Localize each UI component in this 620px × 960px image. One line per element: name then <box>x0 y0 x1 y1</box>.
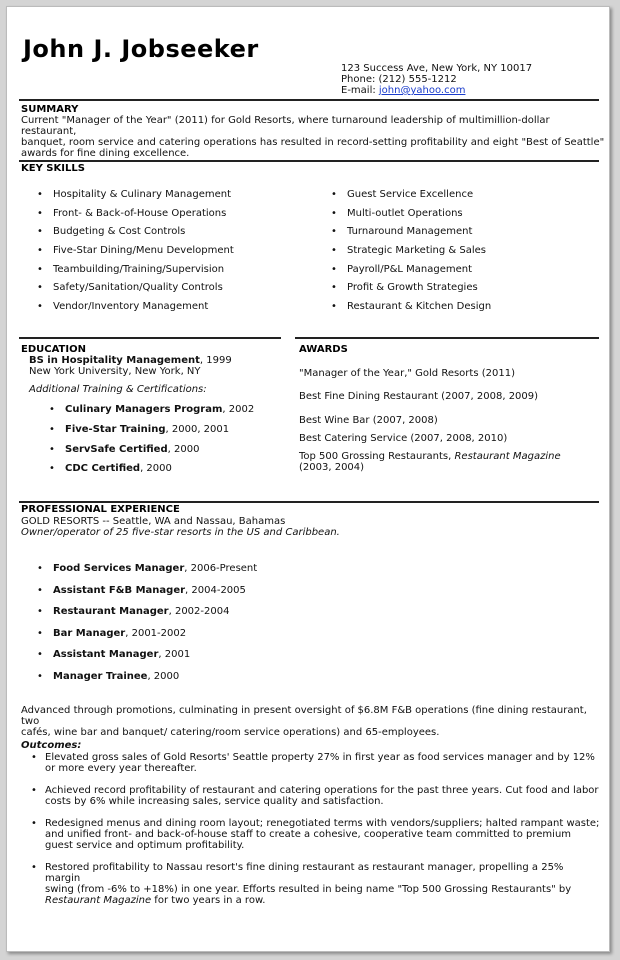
skills-left-list <box>37 189 317 320</box>
summary-line: awards for fine dining excellence. <box>21 148 190 159</box>
skill-item: • Restaurant & Kitchen Design <box>331 301 601 320</box>
skill-item: • Hospitality & Culinary Management <box>37 189 317 208</box>
skill-item: • Safety/Sanitation/Quality Controls <box>37 282 317 301</box>
outcomes-list <box>29 752 601 917</box>
summary-text <box>21 115 606 159</box>
outcome-item: • Achieved record profitability of restaurant and catering operations for the past three years. Cut food and labor costs by 6% while increasing sales, service quality and satisfaction. <box>29 785 601 807</box>
experience-title: PROFESSIONAL EXPERIENCE <box>21 504 180 515</box>
position-item: • Assistant F&B Manager, 2004-2005 <box>37 585 337 607</box>
outcome-item: • Elevated gross sales of Gold Resorts' Seattle property 27% in first year as food services manager and by 12% or more every year thereafter. <box>29 752 601 774</box>
skill-item: • Guest Service Excellence <box>331 189 601 208</box>
degree-name: BS in Hospitality Management <box>29 355 200 366</box>
candidate-name: John J. Jobseeker <box>23 35 259 63</box>
contact-block <box>341 63 532 96</box>
experience-divider <box>19 501 599 503</box>
skill-item: • Multi-outlet Operations <box>331 208 601 227</box>
degree-year: , 1999 <box>199 355 232 366</box>
position-item: • Assistant Manager, 2001 <box>37 649 337 671</box>
email-line <box>341 85 532 96</box>
company: GOLD RESORTS -- Seattle, WA and Nassau, Bahamas <box>21 516 286 527</box>
training-item: • CDC Certified, 2000 <box>49 463 279 483</box>
award-item: Best Wine Bar (2007, 2008) <box>299 415 438 426</box>
skills-right-list <box>331 189 601 320</box>
summary-line: banquet, room service and catering operations has resulted in record-setting profitability and eight "Best of Seattle" <box>21 137 605 148</box>
skill-item: • Turnaround Management <box>331 226 601 245</box>
advancement-text: Advanced through promotions, culminating in present oversight of $6.8M F&B operations (fine dining restaurant, two cafés, wine bar and banquet/ catering/room service operations) and 65-employees. <box>21 705 587 738</box>
skill-item: • Five-Star Dining/Menu Development <box>37 245 317 264</box>
summary-title: SUMMARY <box>21 104 79 115</box>
training-item: • Culinary Managers Program, 2002 <box>49 404 279 424</box>
skills-divider <box>19 160 599 162</box>
awards-title: AWARDS <box>299 344 348 355</box>
position-item: • Manager Trainee, 2000 <box>37 671 337 693</box>
education-divider <box>19 337 281 339</box>
award-item: Best Fine Dining Restaurant (2007, 2008, 2009) <box>299 391 539 402</box>
award-item: "Manager of the Year," Gold Resorts (2011) <box>299 368 515 379</box>
company-desc: Owner/operator of 25 five-star resorts in the US and Caribbean. <box>21 527 340 538</box>
skills-title: KEY SKILLS <box>21 163 85 174</box>
position-item: • Bar Manager, 2001-2002 <box>37 628 337 650</box>
email-link[interactable]: john@yahoo.com <box>378 85 466 96</box>
address: 123 Success Ave, New York, NY 10017 <box>341 63 533 74</box>
award-item: Best Catering Service (2007, 2008, 2010) <box>299 433 508 444</box>
education-title: EDUCATION <box>21 344 86 355</box>
position-item: • Restaurant Manager, 2002-2004 <box>37 606 337 628</box>
additional-training-text: Additional Training & Certifications: <box>29 384 207 395</box>
award-item: Top 500 Grossing Restaurants, Restaurant Magazine (2003, 2004) <box>299 451 561 473</box>
skill-item: • Profit & Growth Strategies <box>331 282 601 301</box>
positions-list <box>37 563 337 693</box>
resume-page <box>6 6 610 952</box>
training-list <box>49 404 279 483</box>
skill-item: • Payroll/P&L Management <box>331 264 601 283</box>
outcome-item: • Redesigned menus and dining room layout; renegotiated terms with vendors/suppliers; halted rampant waste; and unified front- and back-of-house staff to create a cohesive, cooperative team committed to premium guest service and optimum profitability. <box>29 818 601 851</box>
skill-item: • Budgeting & Cost Controls <box>37 226 317 245</box>
awards-divider <box>295 337 599 339</box>
skill-item: • Front- & Back-of-House Operations <box>37 208 317 227</box>
additional-training-label <box>29 384 207 395</box>
school: New York University, New York, NY <box>29 366 201 377</box>
summary-divider <box>19 99 599 101</box>
position-item: • Food Services Manager, 2006-Present <box>37 563 337 585</box>
training-item: • Five-Star Training, 2000, 2001 <box>49 424 279 444</box>
skill-item: • Vendor/Inventory Management <box>37 301 317 320</box>
skill-item: • Teambuilding/Training/Supervision <box>37 264 317 283</box>
outcomes-title: Outcomes: <box>21 740 82 751</box>
degree-line <box>29 355 232 366</box>
summary-line: Current "Manager of the Year" (2011) for Gold Resorts, where turnaround leadership of multimillion-dollar restaurant, <box>21 115 550 137</box>
phone: Phone: (212) 555-1212 <box>341 74 457 85</box>
email-label: E-mail: <box>341 85 379 96</box>
training-item: • ServSafe Certified, 2000 <box>49 444 279 464</box>
skill-item: • Strategic Marketing & Sales <box>331 245 601 264</box>
outcome-item: • Restored profitability to Nassau resort's fine dining restaurant as restaurant manager, propelling a 25% margin swing (from -6% to +18%) in one year. Efforts resulted in being name "Top 500 Grossing Restaurants" by Restaurant Magazine for two years in a row. <box>29 862 601 906</box>
